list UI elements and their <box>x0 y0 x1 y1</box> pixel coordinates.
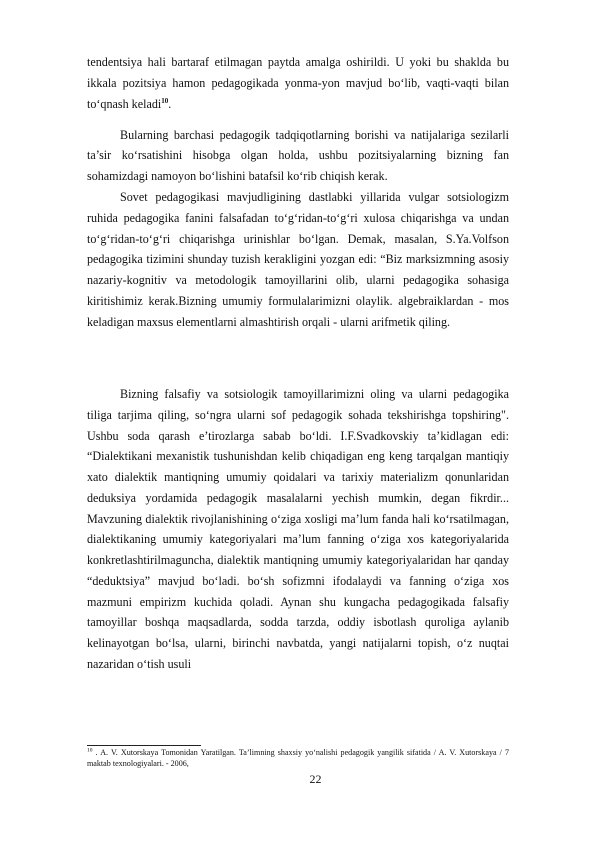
paragraph-2: Bularning barchasi pedagogik tadqiqotlarning borishi va natijalariga sezilarli ta’sir ko‘rsatishini hisobga olgan holda, ushbu pozitsiyalarning bizning fan sohamizdagi namoyon bo‘lishini batafsil ko‘rib chiqish kerak. <box>87 127 509 183</box>
paragraph-3: Sovet pedagogikasi mavjudligining dastlabki yillarida vulgar sotsiologizm ruhida pedagogika fanini falsafadan to‘g‘ridan-to‘g‘ri xulosa chiqarishga va undan to‘g‘ridan-to‘g‘ri chiqarishga urinishlar bo‘lgan. Demak, masalan, S.Ya.Volfson pedagogika tizimini shunday tuzish kerakligini yozgan edi: “Biz marksizmning asosiy nazariy-kognitiv va metodologik tamoyillarini olib, ularni pedagogika sohasiga kiritishimiz kerak.Bizning umumiy formulalarimizni olaylik. algebraiklardan - mos keladigan maxsus elementlarni almashtirish orqali - ularni arifmetik qiling. <box>87 190 509 329</box>
paragraph-4: Bizning falsafiy va sotsiologik tamoyillarimizni oling va ularni pedagogika tiliga tarjima qiling, so‘ngra ularni sof pedagogik sohada tekshirishga topshiring". Ushbu soda qarash e’tirozlarga sabab bo‘ldi. I.F.Svadkovskiy ta’kidlagan edi: “Dialektikani mexanistik tushunishdan kelib chiqadigan eng keng tarqalgan mantiqiy xato dialektik mantiqning umumiy qoidalari va tarixiy materializm qonunlaridan deduksiya yordamida pedagogik masalalarni yechish mumkin, degan fikrdir... Mavzuning dialektik rivojlanishining o‘ziga xosligi ma’lum fanda hali ko‘rsatilmagan, dialektikaning umumiy kategoriyalari ma’lum fanning o‘ziga xos kategoriyalarida konkretlashtirilmaguncha, dialektik mantiqning umumiy kategoriyalaridan har qanday “deduktsiya” mavjud bo‘ladi. bo‘sh sofizmni ifodalaydi va fanning o‘ziga xos mazmuni empirizm kuchida qoladi. Aynan shu kungacha pedagogikada falsafiy tamoyillar boshqa maqsadlarda, sodda tarzda, oddiy isbotlash quroliga aylanib kelinayotgan bo‘lsa, ularni, birinchi navbatda, yangi natijalarni topish, o‘z nuqtai nazaridan o‘tish usuli <box>87 387 509 671</box>
footnote <box>87 747 509 769</box>
footnote-number: 10 <box>87 747 93 754</box>
footnote-reference[interactable]: 10 <box>161 96 169 105</box>
paragraph-1 <box>87 52 509 114</box>
footnote-separator <box>87 745 201 746</box>
footnote-text: . A. V. Xutorskaya Tomonidan Yaratilgan. Ta’limning shaxsiy yo‘nalishi pedagogik yangilik sifatida / A. V. Xutorskaya / 7 maktab texnologiyalari. - 2006, <box>87 748 509 768</box>
paragraph-1-end: . <box>168 96 172 111</box>
paragraph-1-text: tendentsiya hali bartaraf etilmagan paytda amalga oshirildi. U yoki bu shaklda bu ikkala pozitsiya hamon pedagogikada yonma-yon mavjud bo‘lib, vaqti-vaqti bilan to‘qnash keladi <box>87 55 509 111</box>
page-number: 22 <box>309 772 322 786</box>
